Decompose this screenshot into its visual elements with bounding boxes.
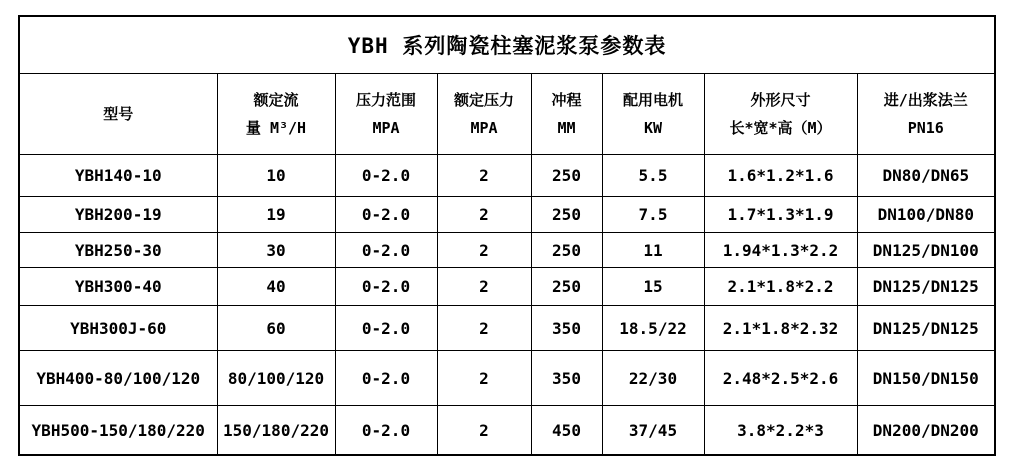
table-row bbox=[19, 233, 995, 268]
rated-pressure-cell: 2 bbox=[437, 351, 531, 406]
stroke-cell: 250 bbox=[531, 233, 602, 268]
stroke-cell: 250 bbox=[531, 268, 602, 306]
rated-pressure-cell: 2 bbox=[437, 197, 531, 233]
flow-cell: 60 bbox=[217, 306, 335, 351]
motor-cell: 7.5 bbox=[602, 197, 704, 233]
rated-pressure-cell: 2 bbox=[437, 268, 531, 306]
model-cell: YBH140-10 bbox=[19, 155, 217, 197]
table-row bbox=[19, 197, 995, 233]
dimensions-cell: 2.1*1.8*2.32 bbox=[704, 306, 857, 351]
dimensions-cell: 1.94*1.3*2.2 bbox=[704, 233, 857, 268]
motor-cell: 15 bbox=[602, 268, 704, 306]
flange-cell: DN200/DN200 bbox=[857, 406, 995, 456]
table-row bbox=[19, 351, 995, 406]
motor-cell: 5.5 bbox=[602, 155, 704, 197]
model-cell: YBH200-19 bbox=[19, 197, 217, 233]
motor-cell: 18.5/22 bbox=[602, 306, 704, 351]
table-title: YBH 系列陶瓷柱塞泥浆泵参数表 bbox=[19, 16, 995, 74]
stroke-cell: 250 bbox=[531, 155, 602, 197]
model-cell: YBH250-30 bbox=[19, 233, 217, 268]
header-line: KW bbox=[643, 119, 663, 137]
header-flange bbox=[857, 74, 995, 155]
stroke-cell: 250 bbox=[531, 197, 602, 233]
table-title-row bbox=[19, 16, 995, 74]
model-cell: YBH500-150/180/220 bbox=[19, 406, 217, 456]
table-header-row bbox=[19, 74, 995, 155]
flow-cell: 150/180/220 bbox=[217, 406, 335, 456]
rated-pressure-cell: 2 bbox=[437, 406, 531, 456]
header-line: MPA bbox=[372, 119, 400, 137]
header-line: 额定流 bbox=[253, 90, 299, 109]
header-line: 配用电机 bbox=[622, 90, 683, 109]
rated-pressure-cell: 2 bbox=[437, 233, 531, 268]
model-cell: YBH400-80/100/120 bbox=[19, 351, 217, 406]
pressure-range-cell: 0-2.0 bbox=[335, 197, 437, 233]
table-row bbox=[19, 155, 995, 197]
table-row bbox=[19, 306, 995, 351]
header-line: 外形尺寸 bbox=[750, 90, 811, 109]
table-row bbox=[19, 406, 995, 456]
header-line: 冲程 bbox=[551, 90, 582, 109]
pressure-range-cell: 0-2.0 bbox=[335, 268, 437, 306]
flange-cell: DN80/DN65 bbox=[857, 155, 995, 197]
flow-cell: 80/100/120 bbox=[217, 351, 335, 406]
flange-cell: DN125/DN125 bbox=[857, 306, 995, 351]
flange-cell: DN125/DN100 bbox=[857, 233, 995, 268]
stroke-cell: 350 bbox=[531, 306, 602, 351]
header-pressure-range bbox=[335, 74, 437, 155]
motor-cell: 37/45 bbox=[602, 406, 704, 456]
dimensions-cell: 2.1*1.8*2.2 bbox=[704, 268, 857, 306]
header-line: 量 M³/H bbox=[245, 119, 307, 137]
flow-cell: 30 bbox=[217, 233, 335, 268]
stroke-cell: 350 bbox=[531, 351, 602, 406]
header-model bbox=[19, 74, 217, 155]
header-line: MM bbox=[557, 119, 576, 137]
dimensions-cell: 1.7*1.3*1.9 bbox=[704, 197, 857, 233]
model-cell: YBH300J-60 bbox=[19, 306, 217, 351]
pressure-range-cell: 0-2.0 bbox=[335, 233, 437, 268]
pump-parameter-table bbox=[18, 15, 996, 456]
flow-cell: 40 bbox=[217, 268, 335, 306]
header-line: 长*宽*高（M） bbox=[729, 119, 832, 137]
motor-cell: 11 bbox=[602, 233, 704, 268]
header-rated-pressure bbox=[437, 74, 531, 155]
flange-cell: DN100/DN80 bbox=[857, 197, 995, 233]
stroke-cell: 450 bbox=[531, 406, 602, 456]
flange-cell: DN150/DN150 bbox=[857, 351, 995, 406]
header-line: 进/出浆法兰 bbox=[883, 90, 968, 109]
flow-cell: 10 bbox=[217, 155, 335, 197]
flange-cell: DN125/DN125 bbox=[857, 268, 995, 306]
header-line: PN16 bbox=[907, 119, 944, 137]
pressure-range-cell: 0-2.0 bbox=[335, 351, 437, 406]
dimensions-cell: 2.48*2.5*2.6 bbox=[704, 351, 857, 406]
dimensions-cell: 1.6*1.2*1.6 bbox=[704, 155, 857, 197]
dimensions-cell: 3.8*2.2*3 bbox=[704, 406, 857, 456]
rated-pressure-cell: 2 bbox=[437, 155, 531, 197]
motor-cell: 22/30 bbox=[602, 351, 704, 406]
rated-pressure-cell: 2 bbox=[437, 306, 531, 351]
header-line: 型号 bbox=[103, 104, 134, 123]
header-line: 压力范围 bbox=[355, 90, 416, 109]
pressure-range-cell: 0-2.0 bbox=[335, 306, 437, 351]
header-stroke bbox=[531, 74, 602, 155]
header-motor bbox=[602, 74, 704, 155]
table-row bbox=[19, 268, 995, 306]
header-line: 额定压力 bbox=[453, 90, 514, 109]
flow-cell: 19 bbox=[217, 197, 335, 233]
header-dimensions bbox=[704, 74, 857, 155]
pressure-range-cell: 0-2.0 bbox=[335, 406, 437, 456]
header-rated-flow bbox=[217, 74, 335, 155]
model-cell: YBH300-40 bbox=[19, 268, 217, 306]
header-line: MPA bbox=[470, 119, 498, 137]
pressure-range-cell: 0-2.0 bbox=[335, 155, 437, 197]
